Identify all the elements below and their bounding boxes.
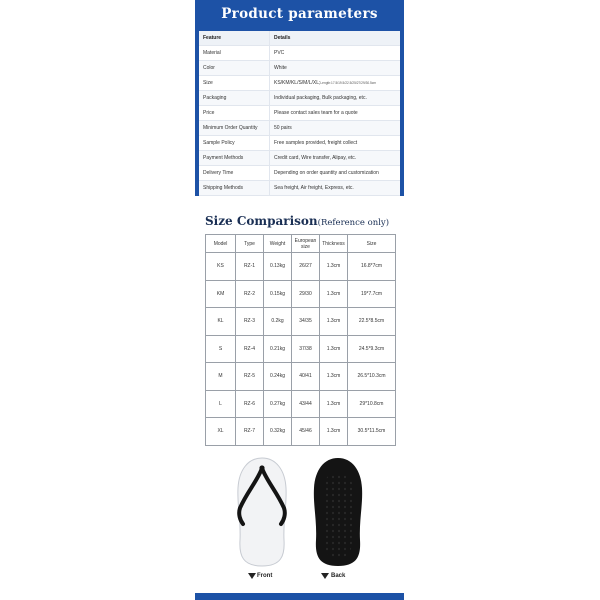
european-size-cell: 45/46	[292, 418, 320, 446]
feature-cell: Sample Policy	[199, 136, 270, 151]
model-cell: KS	[206, 253, 236, 281]
weight-cell: 0.32kg	[264, 418, 292, 446]
type-cell: RZ-1	[236, 253, 264, 281]
feature-cell: Price	[199, 106, 270, 121]
size-cell: 16.8*7cm	[348, 253, 396, 281]
thickness-cell: 1.3cm	[320, 363, 348, 391]
feature-cell: Size	[199, 76, 270, 91]
back-pointer-icon	[321, 573, 329, 579]
details-cell: Credit card, Wire transfer, Alipay, etc.	[270, 151, 401, 166]
model-header: Model	[206, 235, 236, 253]
details-cell: White	[270, 61, 401, 76]
details-cell: Individual packaging, Bulk packaging, etc.	[270, 91, 401, 106]
type-cell: RZ-2	[236, 280, 264, 308]
weight-cell: 0.13kg	[264, 253, 292, 281]
weight-cell: 0.2kg	[264, 308, 292, 336]
details-cell: 50 pairs	[270, 121, 401, 136]
weight-cell: 0.24kg	[264, 363, 292, 391]
details-cell: Free samples provided, freight collect	[270, 136, 401, 151]
feature-cell: Payment Methods	[199, 151, 270, 166]
size-cell: 22.5*8.5cm	[348, 308, 396, 336]
size-list: KS/KM/KL/S/M/L/XL;	[274, 80, 321, 86]
reference-note: (Reference only)	[317, 218, 390, 228]
european-size-cell: 26/27	[292, 253, 320, 281]
model-cell: L	[206, 390, 236, 418]
flip-flop-front-image	[238, 458, 286, 566]
feature-cell: Material	[199, 46, 270, 61]
model-cell: M	[206, 363, 236, 391]
model-cell: KL	[206, 308, 236, 336]
front-caption: Front	[257, 573, 273, 579]
thickness-cell: 1.3cm	[320, 308, 348, 336]
model-cell: KM	[206, 280, 236, 308]
feature-cell: Packaging	[199, 91, 270, 106]
model-cell: S	[206, 335, 236, 363]
type-cell: RZ-5	[236, 363, 264, 391]
european-size-cell: 40/41	[292, 363, 320, 391]
details-cell: Sea freight, Air freight, Express, etc.	[270, 181, 401, 196]
feature-header: Feature	[199, 31, 270, 46]
flip-flop-back-image	[314, 458, 362, 566]
size-cell: 29*10.8cm	[348, 390, 396, 418]
thickness-header: Thickness	[320, 235, 348, 253]
type-cell: RZ-6	[236, 390, 264, 418]
weight-cell: 0.27kg	[264, 390, 292, 418]
thickness-cell: 1.3cm	[320, 253, 348, 281]
size-lengths: Length:17.5/19.5/22.5/25/27/29/30.5cm	[320, 81, 377, 85]
european-label: European	[294, 237, 317, 244]
details-cell: Please contact sales team for a quote	[270, 106, 401, 121]
european-size-cell: 34/35	[292, 308, 320, 336]
european-size-cell: 37/38	[292, 335, 320, 363]
size-cell: 24.5*9.3cm	[348, 335, 396, 363]
thickness-cell: 1.3cm	[320, 418, 348, 446]
type-cell: RZ-7	[236, 418, 264, 446]
type-cell: RZ-4	[236, 335, 264, 363]
product-parameters-title: Product parameters	[221, 6, 378, 22]
size-cell: 30.5*11.5cm	[348, 418, 396, 446]
details-cell: Depending on order quantity and customization	[270, 166, 401, 181]
feature-cell: Minimum Order Quantity	[199, 121, 270, 136]
back-caption: Back	[331, 573, 346, 579]
model-cell: XL	[206, 418, 236, 446]
weight-cell: 0.15kg	[264, 280, 292, 308]
european-size-cell: 43/44	[292, 390, 320, 418]
thickness-cell: 1.3cm	[320, 280, 348, 308]
type-header: Type	[236, 235, 264, 253]
bottom-accent-bar	[195, 593, 404, 600]
feature-cell: Shipping Methods	[199, 181, 270, 196]
size-header: Size	[348, 235, 396, 253]
feature-cell: Color	[199, 61, 270, 76]
type-cell: RZ-3	[236, 308, 264, 336]
thickness-cell: 1.3cm	[320, 390, 348, 418]
size-cell: 19*7.7cm	[348, 280, 396, 308]
thickness-cell: 1.3cm	[320, 335, 348, 363]
size-cell: 26.5*10.3cm	[348, 363, 396, 391]
front-pointer-icon	[248, 573, 256, 579]
weight-cell: 0.21kg	[264, 335, 292, 363]
size-label: size	[301, 243, 310, 250]
details-header: Details	[270, 31, 401, 46]
weight-header: Weight	[264, 235, 292, 253]
details-cell: PVC	[270, 46, 401, 61]
european-size-cell: 29/30	[292, 280, 320, 308]
size-comparison-heading: Size Comparison	[205, 214, 318, 228]
feature-cell: Delivery Time	[199, 166, 270, 181]
